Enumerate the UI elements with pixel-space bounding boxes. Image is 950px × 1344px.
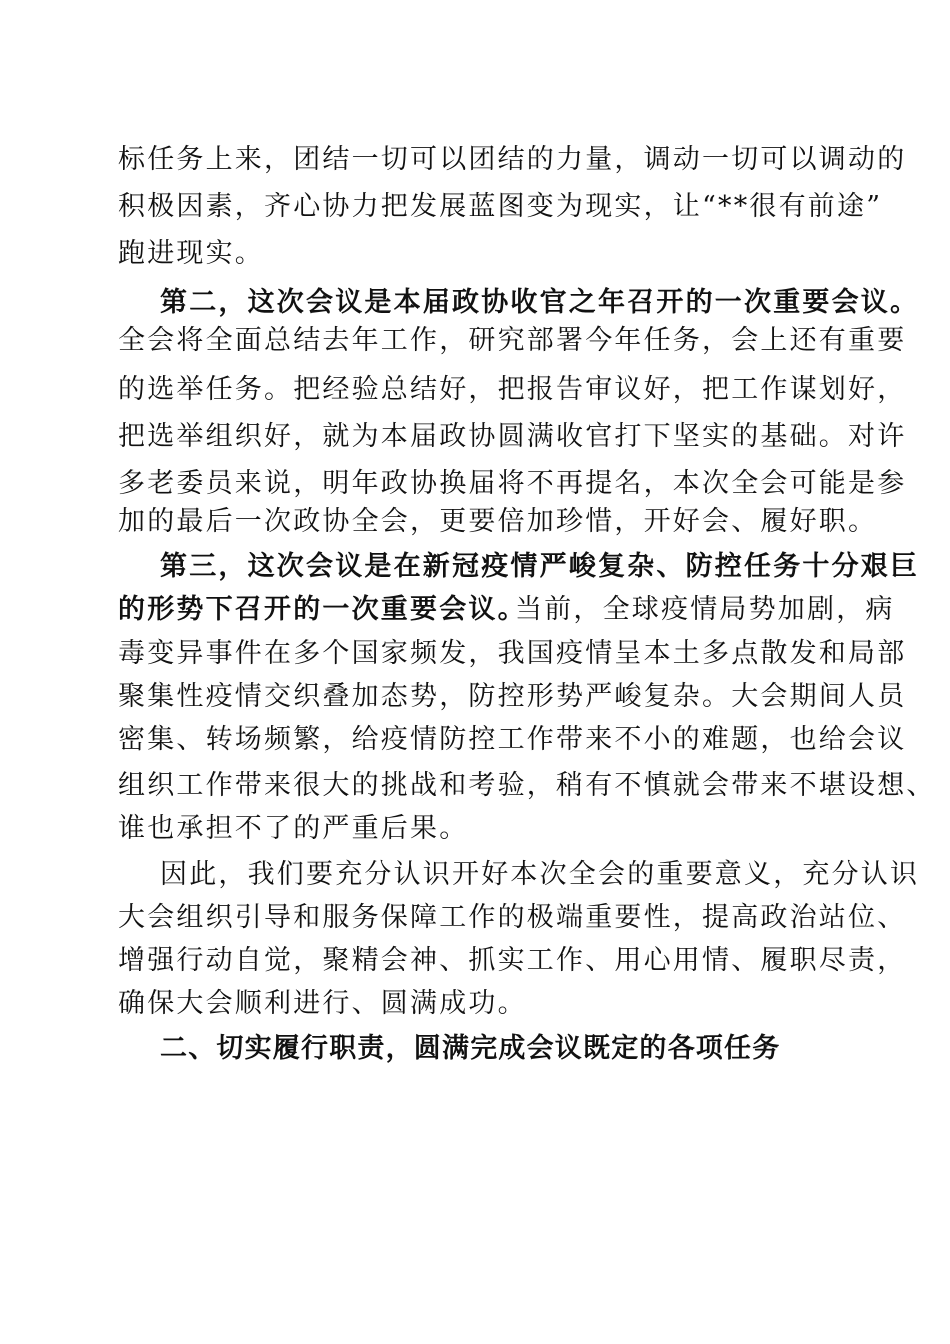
text-line: 积极因素，齐心协力把发展蓝图变为现实，让“**很有前途”: [118, 191, 883, 222]
text-line: 标任务上来，团结一切可以团结的力量，调动一切可以调动的: [118, 144, 907, 175]
text-line: 加的最后一次政协全会，更要倍加珍惜，开好会、履好职。: [118, 506, 878, 537]
text-line: 多老委员来说，明年政协换届将不再提名，本次全会可能是参: [118, 468, 907, 499]
text-line: 的选举任务。把经验总结好，把报告审议好，把工作谋划好，: [118, 374, 907, 405]
text-line: 组织工作带来很大的挑战和考验，稍有不慎就会带来不堪设想、: [118, 770, 936, 801]
text-line: 确保大会顺利进行、圆满成功。: [118, 988, 527, 1019]
text-line: 毒变异事件在多个国家频发，我国疫情呈本土多点散发和局部: [118, 638, 907, 669]
text-line: 密集、转场频繁，给疫情防控工作带来不小的难题，也给会议: [118, 724, 907, 755]
paragraph-lead-line: 的形势下召开的一次重要会议。: [118, 594, 527, 625]
paragraph-lead-line: 第三，这次会议是在新冠疫情严峻复杂、防控任务十分艰巨: [160, 551, 920, 582]
text-line: 大会组织引导和服务保障工作的极端重要性，提高政治站位、: [118, 902, 907, 933]
text-line: 谁也承担不了的严重后果。: [118, 813, 469, 844]
text-line: 全会将全面总结去年工作，研究部署今年任务，会上还有重要: [118, 325, 907, 356]
text-line: 增强行动自觉，聚精会神、抓实工作、用心用情、履职尽责，: [118, 945, 907, 976]
text-line: 聚集性疫情交织叠加态势，防控形势严峻复杂。大会期间人员: [118, 681, 907, 712]
text-line: 因此，我们要充分认识开好本次全会的重要意义，充分认识: [160, 859, 920, 890]
text-line: 把选举组织好，就为本届政协圆满收官打下坚实的基础。对许: [118, 421, 907, 452]
text-line: 当前，全球疫情局势加剧，病: [515, 594, 895, 625]
paragraph-lead-line: 第二，这次会议是本届政协收官之年召开的一次重要会议。: [160, 287, 920, 318]
text-line: 跑进现实。: [118, 238, 264, 269]
section-heading: 二、切实履行职责，圆满完成会议既定的各项任务: [160, 1033, 781, 1064]
